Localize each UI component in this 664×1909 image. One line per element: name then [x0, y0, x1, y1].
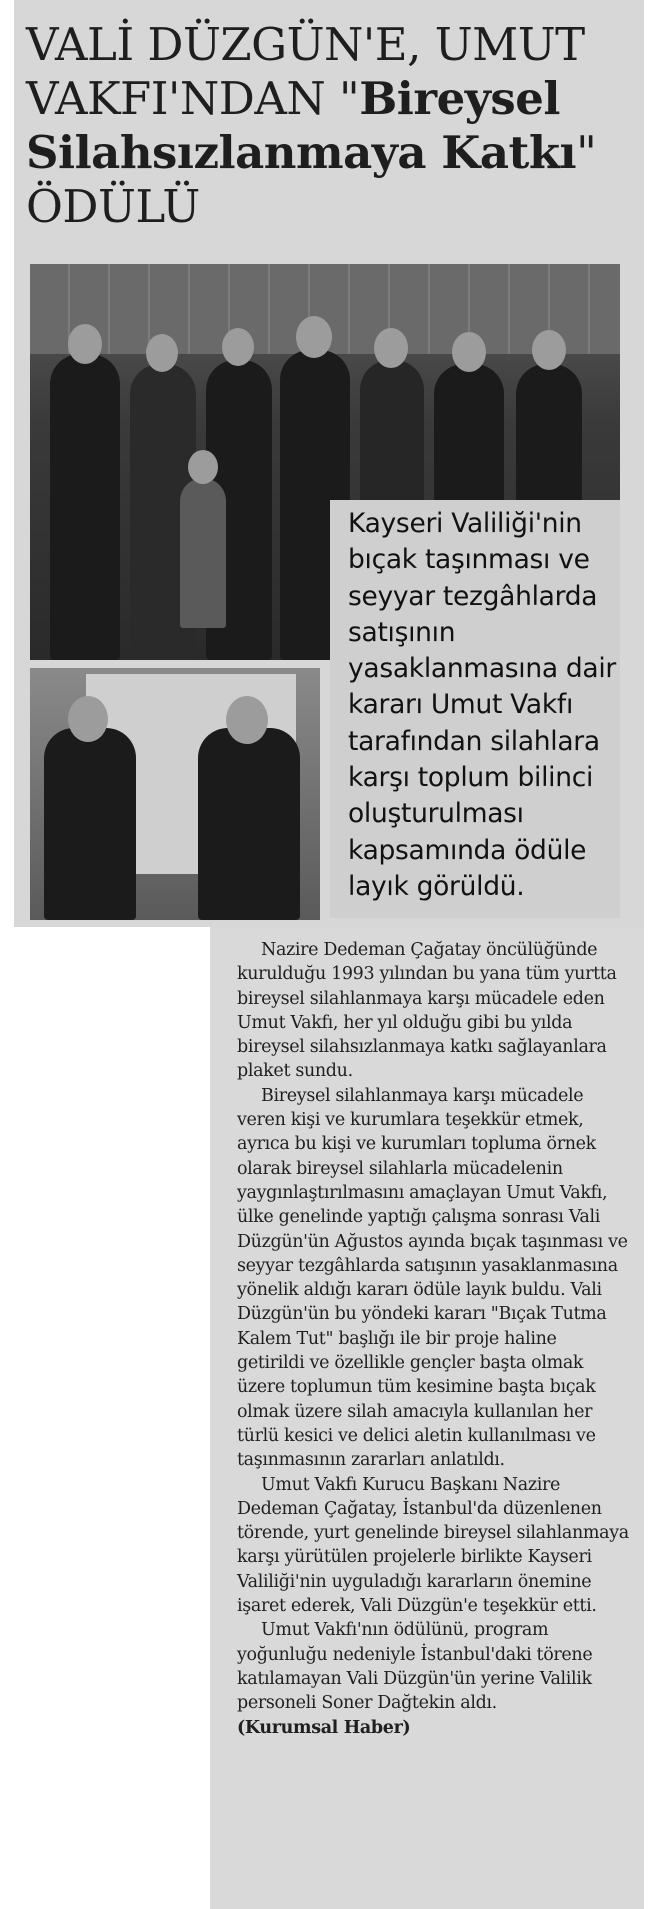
headline-line2-light: VAKFI'NDAN " [26, 72, 360, 125]
headline-line1: VALİ DÜZGÜN'E, UMUT [26, 18, 585, 71]
photo-person-head [532, 330, 566, 370]
photo-child-head [188, 450, 218, 484]
article-paragraph: Umut Vakfı'nın ödülünü, program yoğunluğu nedeniyle İstanbul'daki törene katılamayan Vali Düzgün'ün yerine Valilik personeli Soner Dağtekin aldı. [237, 1620, 593, 1714]
article-paragraph: Umut Vakfı Kurucu Başkanı Nazire Dedeman Çağatay, İstanbul'da düzenlenen törende, yurt genelinde bireysel silahlanmaya karşı yürütülen projelerle birlikte Kayseri Valiliği'nin uyguladığı kararların önemine işaret ederek, Vali Düzgün'e teşekkür etti. [237, 1474, 629, 1617]
photo-person [44, 728, 136, 920]
headline-line2-bold: Bireysel [359, 72, 560, 125]
headline-line3-light: " [576, 126, 597, 179]
photo-person-head [452, 332, 486, 372]
photo-person-head [222, 328, 254, 366]
photo-person-head [68, 696, 108, 742]
headline-line4: ÖDÜLÜ [26, 180, 200, 233]
article-paragraph: Nazire Dedeman Çağatay öncülüğünde kurulduğu 1993 yılından bu yana tüm yurtta bireysel silahlanmaya karşı mücadele eden Umut Vakfı, her yıl olduğu gibi bu yılda bireysel silahsızlanmaya katkı sağlayanlara plaket sundu. [237, 940, 617, 1082]
award-photo [30, 668, 320, 920]
photo-child [180, 478, 226, 628]
callout-text: Kayseri Valiliği'nin bıçak taşınması ve seyyar tezgâhlarda satışının yasaklanmasına dair kararı Umut Vakfı tarafından silahlara karşı toplum bilinci oluşturulması kapsamında ödüle layık görüldü. [348, 508, 617, 902]
photo-person-head [226, 696, 268, 744]
headline-line3-bold: Silahsızlanmaya Katkı [26, 126, 577, 179]
photo-person [198, 728, 300, 920]
photo-person-head [374, 328, 408, 368]
article-paragraph: Bireysel silahlanmaya karşı mücadele veren kişi ve kurumlara teşekkür etmek, ayrıca bu kişi ve kurumları topluma örnek olarak bireysel silahlarla mücadelenin yaygınlaştırılmasını amaçlayan Umut Vakfı, ülke genelinde yaptığı çalışma sonrası Vali Düzgün'ün Ağustos ayında bıçak taşınması ve seyyar tezgâhlarda satışının yasaklanmasına yönelik aldığı kararı ödüle layık buldu. Vali Düzgün'ün bu yöndeki kararı "Bıçak Tutma Kalem Tut" başlığı ile bir proje haline getirildi ve özellikle gençler başta olmak üzere toplumun tüm kesimine başta bıçak olmak üzere silah amacıyla kullanılan her türlü kesici ve delici aletin kullanılması ve taşınmasının zararları anlatıldı. [237, 1085, 628, 1471]
photo-person-head [146, 334, 178, 372]
photo-person [50, 354, 120, 660]
photo-person-head [68, 324, 102, 364]
article-body [237, 938, 629, 1740]
article-source: (Kurumsal Haber) [237, 1717, 411, 1738]
headline [26, 18, 626, 234]
photo-person-head [296, 316, 332, 358]
